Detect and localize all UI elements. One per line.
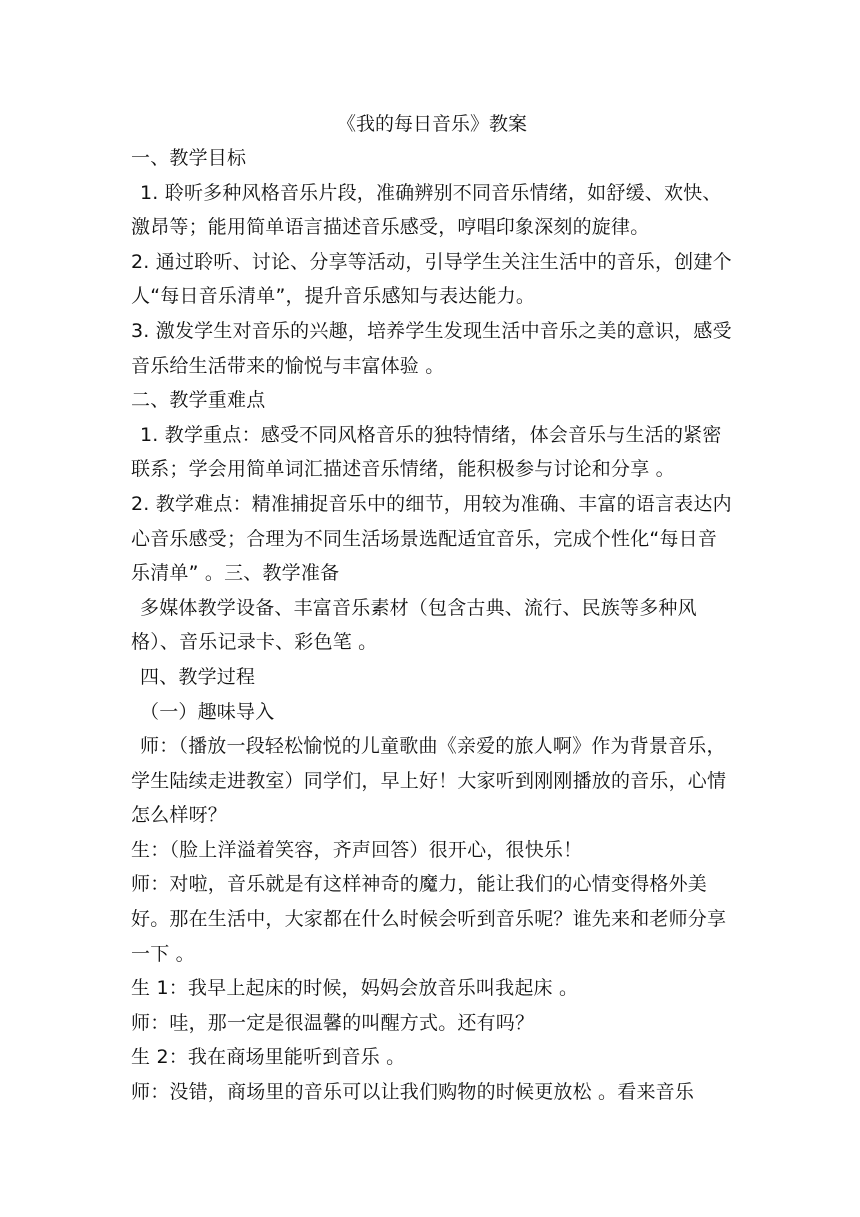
section-heading-process: 四、教学过程 bbox=[140, 665, 256, 688]
paragraph-teacher-2: 师：对啦，音乐就是有这样神奇的魔力，能让我们的心情变得格外美好。那在生活中，大家都在什么时候会听到音乐呢？谁先来和老师分享一下 。 bbox=[131, 873, 727, 965]
document-title: 《我的每日音乐》教案 bbox=[336, 113, 527, 135]
paragraph-teacher-1: 师：（播放一段轻松愉悦的儿童歌曲《亲爱的旅人啊》作为背景音乐，学生陆续走进教室）同学们，早上好！大家听到刚刚播放的音乐，心情怎么样呀？ bbox=[131, 735, 727, 827]
paragraph-objective-3: 3. 激发学生对音乐的兴趣，培养学生发现生活中音乐之美的意识，感受音乐给生活带来的愉悦与丰富体验 。 bbox=[131, 319, 732, 377]
paragraph-preparation: 多媒体教学设备、丰富音乐素材（包含古典、流行、民族等多种风格）、音乐记录卡、彩色笔 。 bbox=[131, 596, 697, 654]
paragraph-key-point-1: 1. 教学重点：感受不同风格音乐的独特情绪，体会音乐与生活的紧密联系；学会用简单词汇描述音乐情绪，能积极参与讨论和分享 。 bbox=[131, 423, 722, 481]
paragraph-students-1: 生：（脸上洋溢着笑容，齐声回答）很开心，很快乐！ bbox=[131, 838, 583, 861]
paragraph-student-1: 生 1：我早上起床的时候，妈妈会放音乐叫我起床 。 bbox=[131, 977, 579, 1000]
section-heading-key-points: 二、教学重难点 bbox=[131, 389, 266, 412]
paragraph-teacher-4: 师：没错，商场里的音乐可以让我们购物的时候更放松 。看来音乐 bbox=[131, 1081, 695, 1104]
paragraph-student-2: 生 2：我在商场里能听到音乐 。 bbox=[131, 1046, 406, 1069]
subsection-heading-intro: （一）趣味导入 bbox=[140, 700, 275, 723]
section-heading-objectives: 一、教学目标 bbox=[131, 147, 247, 169]
paragraph-key-point-2: 2. 教学难点：精准捕捉音乐中的细节，用较为准确、丰富的语言表达内心音乐感受；合理为不同生活场景选配适宜音乐，完成个性化“每日音乐清单” 。三、教学准备 bbox=[131, 492, 732, 585]
paragraph-objective-2: 2. 通过聆听、讨论、分享等活动，引导学生关注生活中的音乐，创建个人“每日音乐清单”，提升音乐感知与表达能力。 bbox=[131, 250, 732, 308]
document-body bbox=[131, 107, 733, 1110]
paragraph-teacher-3: 师：哇，那一定是很温馨的叫醒方式。还有吗？ bbox=[131, 1011, 535, 1034]
paragraph-objective-1: 1. 聆听多种风格音乐片段，准确辨别不同音乐情绪，如舒缓、欢快、激昂等；能用简单语言描述音乐感受，哼唱印象深刻的旋律。 bbox=[131, 181, 722, 239]
